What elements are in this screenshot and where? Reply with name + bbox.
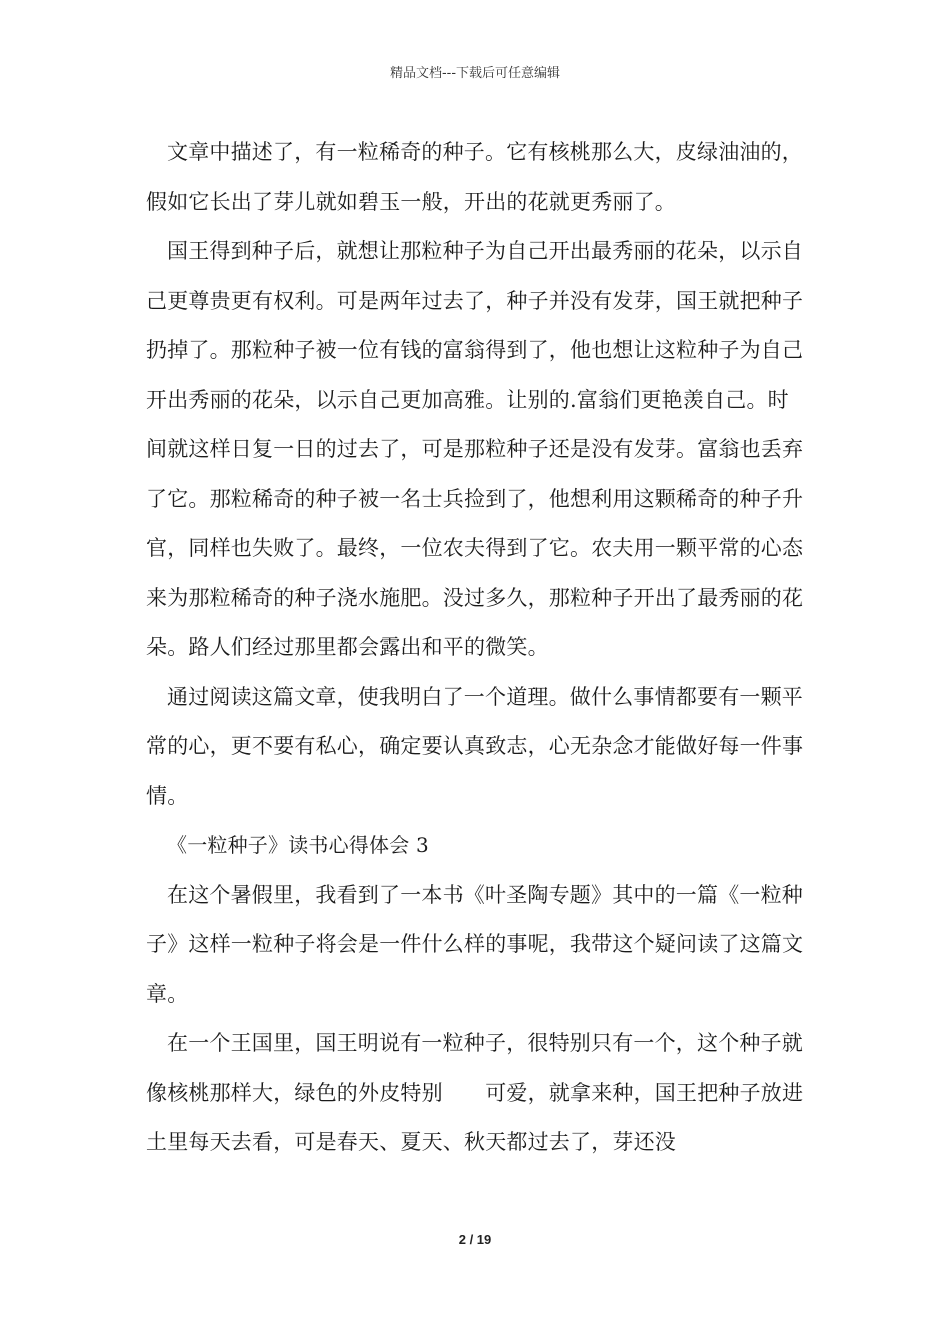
paragraph-1: 文章中描述了，有一粒稀奇的种子。它有核桃那么大，皮绿油油的，假如它长出了芽儿就如碧玉一般，开出的花就更秀丽了。 xyxy=(146,140,803,214)
page-number: 2 / 19 xyxy=(458,1232,492,1247)
paragraph-5: 在一个王国里，国王明说有一粒种子，很特别只有一个，这个种子就像核桃那样大，绿色的外皮特别 可爱，就拿来种，国王把种子放进土里每天去看，可是春天、夏天、秋天都过去了，芽还没 xyxy=(146,1031,804,1154)
section-title: 《一粒种子》读书心得体会 3 xyxy=(167,833,429,857)
document-body xyxy=(146,128,806,1168)
paragraph-2: 国王得到种子后，就想让那粒种子为自己开出最秀丽的花朵，以示自己更尊贵更有权利。可是两年过去了，种子并没有发芽，国王就把种子扔掉了。那粒种子被一位有钱的富翁得到了，他也想让这粒种子为自己开出秀丽的花朵，以示自己更加高雅。让别的.富翁们更艳羡自己。时间就这样日复一日的过去了，可是那粒种子还是没有发芽。富翁也丢弃了它。那粒稀奇的种子被一名士兵捡到了，他想利用这颗稀奇的种子升官，同样也失败了。最终，一位农夫得到了它。农夫用一颗平常的心态来为那粒稀奇的种子浇水施肥。没过多久，那粒种子开出了最秀丽的花朵。路人们经过那里都会露出和平的微笑。 xyxy=(146,239,804,659)
paragraph-4: 在这个暑假里，我看到了一本书《叶圣陶专题》其中的一篇《一粒种子》这样一粒种子将会是一件什么样的事呢，我带这个疑问读了这篇文章。 xyxy=(146,882,804,1006)
paragraph-3: 通过阅读这篇文章，使我明白了一个道理。做什么事情都要有一颗平常的心，更不要有私心，确定要认真致志，心无杂念才能做好每一件事情。 xyxy=(146,684,804,808)
page-header: 精品文档---下载后可任意编辑 xyxy=(389,66,561,81)
